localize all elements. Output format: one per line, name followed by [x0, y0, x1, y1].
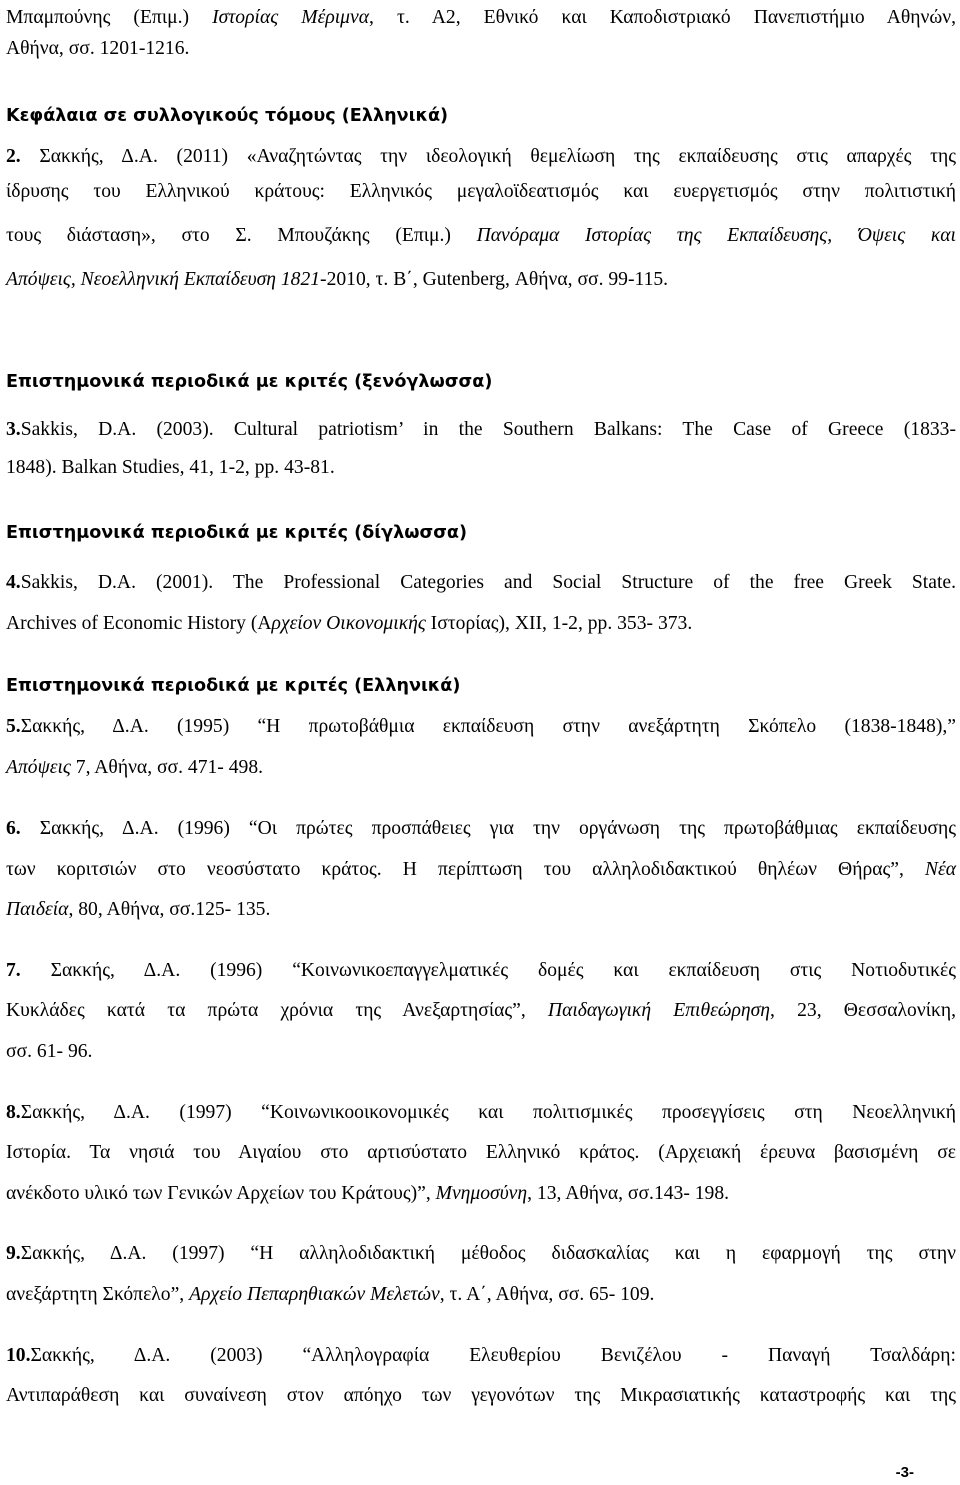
entry-5-line-2 — [6, 756, 956, 780]
entry-3-line-2: 1848). Balkan Studies, 41, 1-2, pp. 43-81. — [6, 457, 335, 478]
entry-italic-title: Παιδαγωγική Επιθεώρηση — [547, 1000, 770, 1021]
entry-italic-title: Ιστορίας Μέριμνα — [212, 7, 369, 28]
entry-9-line-2 — [6, 1283, 956, 1307]
section-heading-bilingual-journals: Επιστημονικά περιοδικά με κριτές (δίγλωσσα) — [6, 523, 468, 543]
entry-number: 6. — [6, 818, 21, 839]
entry-italic-title: Παιδεία — [6, 899, 69, 920]
entry-7-line-1: 7. Σακκής, Δ.Α. (1996) “Κοινωνικοεπαγγελματικές δομές και εκπαίδευση στις Νοτιοδυτικές — [6, 960, 956, 981]
entry-text: ανέκδοτο υλικό των Γενικών Αρχείων του Κράτους)”, — [6, 1183, 436, 1204]
entry-text: τους διάσταση», στο Σ. Μπουζάκης (Επιμ.) — [6, 225, 477, 246]
section-heading-greek-journals: Επιστημονικά περιοδικά με κριτές (Ελληνικά) — [6, 676, 461, 696]
entry-10-line-1: 10.Σακκής, Δ.Α. (2003) “Αλληλογραφία Ελευθερίου Βενιζέλου - Παναγή Τσαλδάρη: — [6, 1345, 956, 1366]
entry-text: των κοριτσιών στο νεοσύστατο κράτος. Η περίπτωση του αλληλοδιδακτικού θηλέων Θήρας”, — [6, 859, 925, 880]
entry-4-line-1: 4.Sakkis, D.A. (2001). The Professional Categories and Social Structure of the free Greek State. — [6, 572, 956, 593]
entry-number: 5. — [6, 716, 21, 737]
entry-italic-title: Πανόραμα Ιστορίας της Εκπαίδευσης, Όψεις και — [476, 225, 956, 246]
entry-2-line-4 — [6, 268, 956, 292]
entry-number: 7. — [6, 960, 21, 981]
entry-continuation-line-2: Αθήνα, σσ. 1201-1216. — [6, 38, 190, 59]
entry-6-line-3 — [6, 898, 956, 922]
entry-6-line-1: 6. Σακκής, Δ.Α. (1996) “Οι πρώτες προσπάθειες για την οργάνωση της πρωτοβάθμιας εκπαίδευσης — [6, 818, 956, 839]
entry-italic-title: Απόψεις, Νεοελληνική Εκπαίδευση 1821 — [6, 269, 321, 290]
entry-5-line-1: 5.Σακκής, Δ.Α. (1995) “Η πρωτοβάθμια εκπαίδευση στην ανεξάρτητη Σκόπελο (1838-1848),” — [6, 716, 956, 737]
entry-number: 10. — [6, 1345, 31, 1366]
entry-8-line-3 — [6, 1182, 956, 1206]
entry-10-line-2: Αντιπαράθεση και συναίνεση στον απόηχο των γεγονότων της Μικρασιατικής καταστροφής και της — [6, 1385, 956, 1406]
entry-4-line-2 — [6, 612, 956, 636]
entry-6-line-2 — [6, 858, 956, 882]
entry-italic-title: Αρχείο Πεπαρηθιακών Μελετών — [189, 1284, 440, 1305]
entry-2-line-1: 2. Σακκής, Δ.Α. (2011) «Αναζητώντας την ιδεολογική θεμελίωση της εκπαίδευσης στις απαρχές της — [6, 146, 956, 167]
page-number: -3- — [895, 1464, 914, 1481]
entry-continuation-line-1 — [6, 6, 956, 30]
entry-7-line-2 — [6, 999, 956, 1023]
entry-text: Archives of Economic History (Α — [6, 613, 272, 634]
entry-text: , τ. Α2, Εθνικό και Καποδιστριακό Πανεπιστήμιο Αθηνών, — [368, 7, 956, 28]
entry-text: , 80, Αθήνα, σσ.125- 135. — [68, 899, 271, 920]
section-heading-foreign-journals: Επιστημονικά περιοδικά με κριτές (ξενόγλωσσα) — [6, 372, 493, 392]
entry-9-line-1: 9.Σακκής, Δ.Α. (1997) “Η αλληλοδιδακτική μέθοδος διδασκαλίας και η εφαρμογή της στην — [6, 1243, 956, 1264]
entry-italic-title: ρχείον Οικονομικής — [271, 613, 426, 634]
entry-text: -2010, τ. Β΄, Gutenberg, Αθήνα, σσ. 99-115. — [320, 269, 669, 290]
entry-text: , 23, Θεσσαλονίκη, — [770, 1000, 956, 1021]
entry-number: 2. — [6, 146, 21, 167]
entry-text: Μπαμπούνης (Επιμ.) — [6, 7, 213, 28]
entry-7-line-3: σσ. 61- 96. — [6, 1041, 93, 1062]
entry-text: Κυκλάδες κατά τα πρώτα χρόνια της Ανεξαρτησίας”, — [6, 1000, 548, 1021]
entry-8-line-1: 8.Σακκής, Δ.Α. (1997) “Κοινωνικοοικονομικές και πολιτισμικές προσεγγίσεις στη Νεοελληνική — [6, 1102, 956, 1123]
entry-3-line-1: 3.Sakkis, D.A. (2003). Cultural patriotism’ in the Southern Balkans: The Case of Greece (1833- — [6, 419, 956, 440]
entry-number: 8. — [6, 1102, 21, 1123]
entry-text: , 13, Αθήνα, σσ.143- 198. — [527, 1183, 730, 1204]
entry-text: 7, Αθήνα, σσ. 471- 498. — [70, 757, 264, 778]
entry-text: ανεξάρτητη Σκόπελο”, — [6, 1284, 190, 1305]
section-heading-chapters: Κεφάλαια σε συλλογικούς τόμους (Ελληνικά) — [6, 106, 449, 126]
entry-2-line-3 — [6, 224, 956, 248]
entry-8-line-2: Ιστορία. Τα νησιά του Αιγαίου στο αρτισύστατο Ελληνικό κράτος. (Αρχειακή έρευνα βασισμένη σε — [6, 1142, 956, 1163]
entry-italic-title: Νέα — [924, 859, 956, 880]
entry-text: XII, 1-2, pp. 353- 373. — [509, 613, 693, 634]
entry-number: 4. — [6, 572, 21, 593]
entry-italic-title: Μνημοσύνη — [435, 1183, 528, 1204]
entry-number: 3. — [6, 419, 21, 440]
entry-text: Ιστορίας), — [425, 613, 510, 634]
entry-italic-title: Απόψεις — [6, 757, 71, 778]
entry-text: , τ. Α΄, Αθήνα, σσ. 65- 109. — [439, 1284, 655, 1305]
entry-number: 9. — [6, 1243, 21, 1264]
entry-2-line-2: ίδρυσης του Ελληνικού κράτους: Ελληνικός μεγαλοϊδεατισμός και ευεργετισμός στην πολιτιστική — [6, 181, 956, 202]
